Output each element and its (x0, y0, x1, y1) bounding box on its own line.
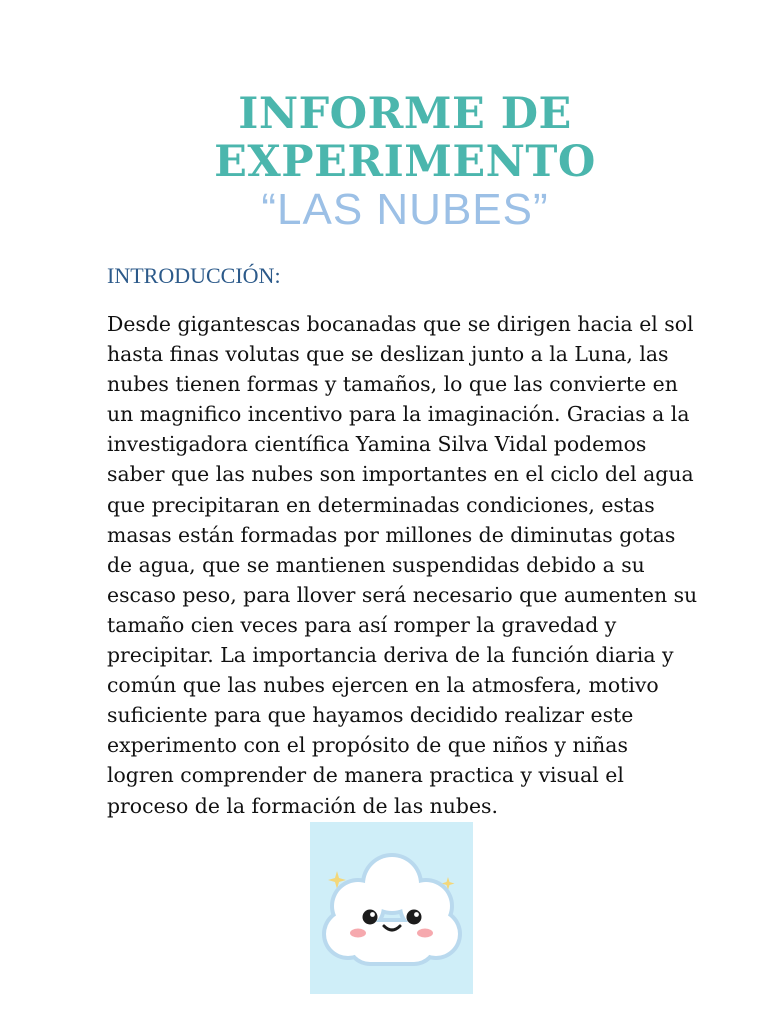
paragraph-line: investigadora científica Yamina Silva Vidal podemos (107, 432, 647, 457)
cloud-illustration (310, 822, 473, 994)
title-line-1: INFORME DE (238, 89, 572, 139)
paragraph-line: logren comprender de manera practica y visual el (107, 763, 624, 788)
paragraph-line: escaso peso, para llover será necesario que aumenten su (107, 582, 698, 607)
subtitle: “LAS NUBES” (261, 185, 549, 234)
paragraph-line: de agua, que se mantienen suspendidas debido a su (107, 552, 645, 577)
paragraph-line: hasta finas volutas que se deslizan junto a la Luna, las (107, 342, 669, 367)
paragraph-line: que precipitaran en determinadas condiciones, estas (107, 492, 655, 517)
paragraph-line: Desde gigantescas bocanadas que se dirigen hacia el sol (107, 312, 694, 336)
paragraph-line: experimento con el propósito de que niños y niñas (107, 733, 628, 758)
title-block (0, 90, 768, 234)
paragraph-line: nubes tienen formas y tamaños, lo que las convierte en (107, 372, 678, 397)
introduction-heading: INTRODUCCIÓN: (107, 263, 281, 288)
paragraph-line: común que las nubes ejercen en la atmosfera, motivo (107, 673, 659, 698)
smiling-cloud-icon (310, 822, 473, 994)
title-line-2: EXPERIMENTO (214, 137, 596, 187)
paragraph-line: tamaño cien veces para así romper la gravedad y (107, 612, 617, 637)
introduction-paragraph (107, 309, 717, 821)
paragraph-line: suficiente para que hayamos decidido realizar este (107, 703, 634, 728)
paragraph-line: proceso de la formación de las nubes. (107, 793, 498, 818)
paragraph-line: precipitar. La importancia deriva de la función diaria y (107, 643, 674, 668)
paragraph-line: masas están formadas por millones de diminutas gotas (107, 522, 676, 547)
cloud-body (326, 857, 458, 962)
paragraph-line: un magnifico incentivo para la imaginación. Gracias a la (107, 402, 690, 427)
paragraph-line: saber que las nubes son importantes en el ciclo del agua (107, 462, 694, 487)
